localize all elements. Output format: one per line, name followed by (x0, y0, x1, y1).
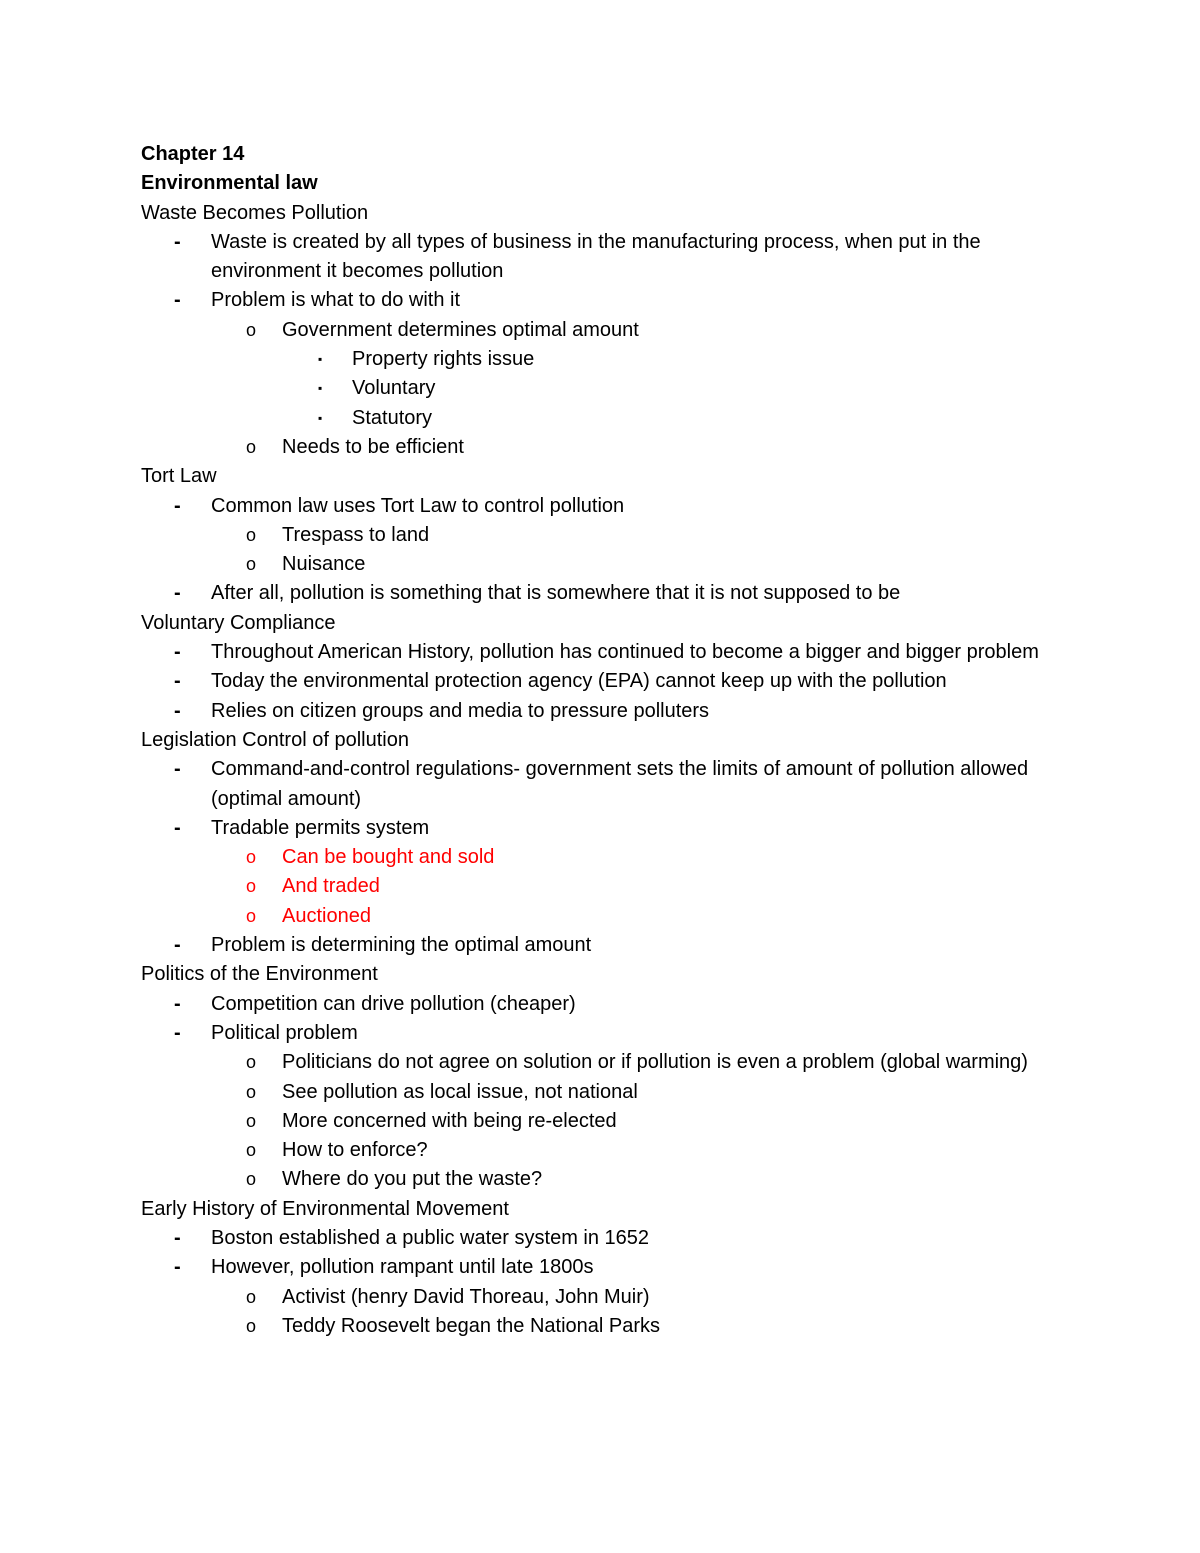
list-item-highlighted (141, 843, 1061, 872)
circle-bullet: o (246, 319, 257, 340)
list-item-text: Needs to be efficient (282, 435, 464, 458)
circle-bullet: o (246, 1286, 257, 1307)
list-item-text: See pollution as local issue, not national (282, 1080, 638, 1103)
dash-bullet: - (174, 992, 181, 1015)
dash-bullet: - (174, 699, 181, 722)
list-item-text: Where do you put the waste? (282, 1168, 543, 1191)
list-item-text: Nuisance (282, 553, 366, 576)
circle-bullet: o (246, 876, 257, 897)
list-item-text: Property rights issue (352, 348, 535, 371)
dash-bullet: - (174, 582, 181, 605)
list-item (141, 316, 1061, 345)
list-item (141, 1019, 1061, 1048)
list-item-text: Common law uses Tort Law to control pollution (211, 494, 625, 517)
list-item (141, 755, 1061, 814)
list-item-text: Problem is determining the optimal amount (211, 934, 592, 957)
list-item (141, 638, 1061, 667)
list-item (141, 1078, 1061, 1107)
list-item (141, 228, 1061, 287)
circle-bullet: o (246, 436, 257, 457)
list-item (141, 990, 1061, 1019)
section-heading: Legislation Control of pollution (141, 728, 409, 751)
document (141, 140, 1061, 1341)
section-heading: Waste Becomes Pollution (141, 201, 369, 224)
circle-bullet: o (246, 1110, 257, 1131)
list-item-text: Today the environmental protection agency (EPA) cannot keep up with the pollution (211, 670, 947, 693)
list-item-text: Voluntary (352, 377, 436, 400)
chapter-title: Chapter 14 (141, 143, 245, 165)
circle-bullet: o (246, 1081, 257, 1102)
list-item (141, 1107, 1061, 1136)
list-item-text: Government determines optimal amount (282, 318, 639, 341)
dash-bullet: - (174, 230, 181, 253)
list-item (141, 433, 1061, 462)
list-item (141, 1283, 1061, 1312)
list-item (141, 1165, 1061, 1194)
dash-bullet: - (174, 1021, 181, 1044)
dash-bullet: - (174, 1226, 181, 1249)
list-item (141, 492, 1061, 521)
list-item-text: How to enforce? (282, 1139, 428, 1162)
list-item (141, 374, 1061, 403)
list-item (141, 404, 1061, 433)
list-item-text: Competition can drive pollution (cheaper) (211, 992, 576, 1015)
list-item-text: Political problem (211, 1021, 358, 1044)
dash-bullet: - (174, 816, 181, 839)
section-heading: Tort Law (141, 465, 217, 488)
list-item-text: Trespass to land (282, 523, 430, 546)
list-item-text: Tradable permits system (211, 816, 430, 839)
list-item-text: Relies on citizen groups and media to pressure polluters (211, 699, 710, 722)
square-bullet: ▪ (318, 381, 323, 396)
list-item-text: Activist (henry David Thoreau, John Muir) (282, 1285, 650, 1308)
list-item (141, 814, 1061, 843)
list-item-text: Command-and-control regulations- government sets the limits of amount of pollution allowed (optimal amount) (211, 758, 1029, 810)
list-item-highlighted (141, 872, 1061, 901)
list-item-text: However, pollution rampant until late 1800s (211, 1256, 594, 1279)
dash-bullet: - (174, 1256, 181, 1279)
list-item-text: Throughout American History, pollution has continued to become a bigger and bigger problem (211, 641, 1039, 664)
circle-bullet: o (246, 847, 257, 868)
list-item-text: Waste is created by all types of business in the manufacturing process, when put in the environment it becomes pollution (211, 230, 981, 283)
chapter-subtitle: Environmental law (141, 172, 318, 195)
dash-bullet: - (174, 494, 181, 517)
circle-bullet: o (246, 1315, 257, 1336)
dash-bullet: - (174, 641, 181, 664)
list-item (141, 1312, 1061, 1341)
list-item (141, 345, 1061, 374)
list-item-text: After all, pollution is something that is somewhere that it is not supposed to be (211, 582, 901, 605)
list-item-text: Problem is what to do with it (211, 289, 460, 312)
list-item (141, 1048, 1061, 1077)
list-item-text: Politicians do not agree on solution or if pollution is even a problem (global warming) (282, 1051, 1028, 1074)
list-item-text: More concerned with being re-elected (282, 1109, 617, 1132)
dash-bullet: - (174, 758, 181, 781)
list-item (141, 550, 1061, 579)
list-item (141, 286, 1061, 315)
list-item-highlighted (141, 902, 1061, 931)
list-item-text: Teddy Roosevelt began the National Parks (282, 1314, 661, 1337)
list-item-text: And traded (282, 875, 380, 898)
list-item-text: Can be bought and sold (282, 846, 495, 869)
section-heading: Early History of Environmental Movement (141, 1197, 509, 1220)
circle-bullet: o (246, 905, 257, 926)
list-item (141, 1136, 1061, 1165)
circle-bullet: o (246, 1140, 257, 1161)
list-item-text: Boston established a public water system in 1652 (211, 1226, 650, 1249)
dash-bullet: - (174, 289, 181, 312)
circle-bullet: o (246, 1052, 257, 1073)
circle-bullet: o (246, 524, 257, 545)
list-item (141, 667, 1061, 696)
section-heading: Voluntary Compliance (141, 611, 336, 634)
circle-bullet: o (246, 554, 257, 575)
list-item (141, 1253, 1061, 1282)
square-bullet: ▪ (318, 352, 323, 367)
list-item-text: Auctioned (282, 904, 371, 927)
list-item (141, 697, 1061, 726)
dash-bullet: - (174, 670, 181, 693)
square-bullet: ▪ (318, 410, 323, 425)
dash-bullet: - (174, 934, 181, 957)
list-item (141, 931, 1061, 960)
circle-bullet: o (246, 1169, 257, 1190)
list-item (141, 579, 1061, 608)
list-item (141, 521, 1061, 550)
list-item (141, 1224, 1061, 1253)
list-item-text: Statutory (352, 406, 433, 429)
section-heading: Politics of the Environment (141, 963, 378, 986)
